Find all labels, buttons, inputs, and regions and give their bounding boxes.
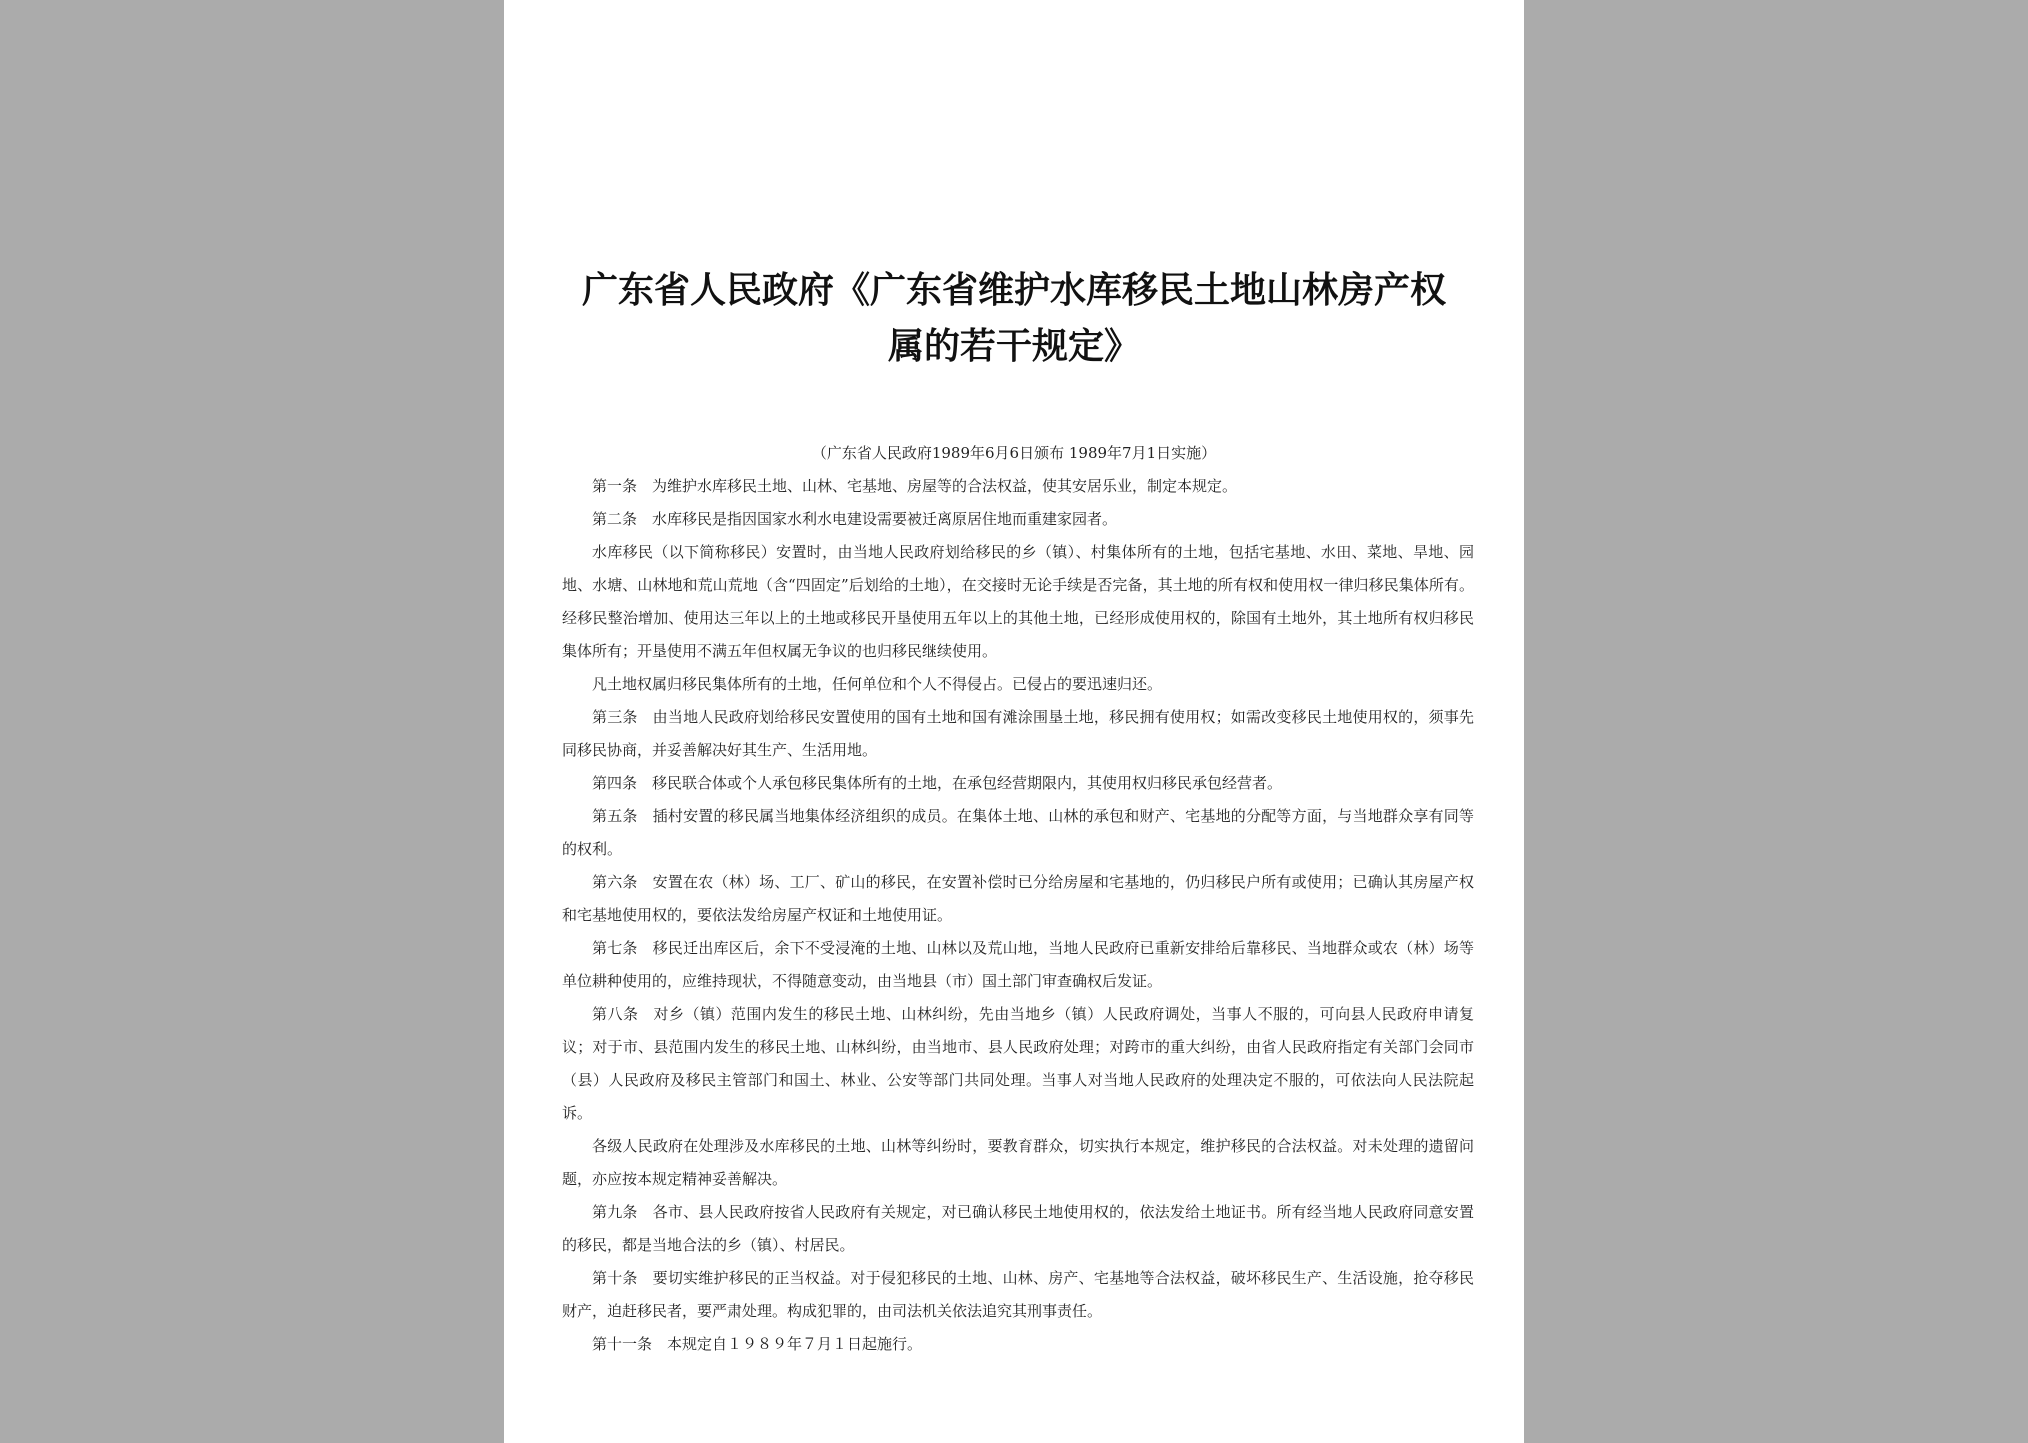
article-number: 第七条 xyxy=(592,939,638,957)
paragraph xyxy=(562,536,1474,668)
article-number: 第十条 xyxy=(592,1269,638,1287)
paragraph xyxy=(562,866,1474,932)
paragraph xyxy=(562,1130,1474,1196)
paragraph-text: 为维护水库移民土地、山林、宅基地、房屋等的合法权益，使其安居乐业，制定本规定。 xyxy=(652,477,1238,495)
paragraph xyxy=(562,668,1474,701)
document-page xyxy=(504,0,1524,1443)
paragraph-text: 对乡（镇）范围内发生的移民土地、山林纠纷，先由当地乡（镇）人民政府调处，当事人不服的，可向县人民政府申请复议；对于市、县范围内发生的移民土地、山林纠纷，由当地市、县人民政府处理；对跨市的重大纠纷，由省人民政府指定有关部门会同市（县）人民政府及移民主管部门和国土、林业、公安等部门共同处理。当事人对当地人民政府的处理决定不服的，可依法向人民法院起诉。 xyxy=(562,1005,1474,1122)
paragraph-text: 移民联合体或个人承包移民集体所有的土地，在承包经营期限内，其使用权归移民承包经营者。 xyxy=(652,774,1283,792)
paragraph-text: 各级人民政府在处理涉及水库移民的土地、山林等纠纷时，要教育群众，切实执行本规定，维护移民的合法权益。对未处理的遗留问题，亦应按本规定精神妥善解决。 xyxy=(562,1137,1474,1188)
paragraph-text: 由当地人民政府划给移民安置使用的国有土地和国有滩涂围垦土地，移民拥有使用权；如需改变移民土地使用权的，须事先同移民协商，并妥善解决好其生产、生活用地。 xyxy=(562,708,1474,759)
paragraph-text: 安置在农（林）场、工厂、矿山的移民，在安置补偿时已分给房屋和宅基地的，仍归移民户所有或使用；已确认其房屋产权和宅基地使用权的，要依法发给房屋产权证和土地使用证。 xyxy=(562,873,1474,924)
article-number: 第四条 xyxy=(592,774,638,792)
article-number: 第一条 xyxy=(592,477,638,495)
article-number: 第九条 xyxy=(592,1203,638,1221)
article-number: 第十一条 xyxy=(592,1335,653,1353)
paragraph xyxy=(562,767,1474,800)
paragraph-text: 移民迁出库区后，余下不受浸淹的土地、山林以及荒山地，当地人民政府已重新安排给后靠移民、当地群众或农（林）场等单位耕种使用的，应维持现状，不得随意变动，由当地县（市）国土部门审查确权后发证。 xyxy=(562,939,1474,990)
paragraph xyxy=(562,1196,1474,1262)
paragraph-text: 凡土地权属归移民集体所有的土地，任何单位和个人不得侵占。已侵占的要迅速归还。 xyxy=(592,675,1163,693)
paragraph xyxy=(562,503,1474,536)
paragraph xyxy=(562,800,1474,866)
paragraph xyxy=(562,1328,1474,1361)
paragraph-text: 各市、县人民政府按省人民政府有关规定，对已确认移民土地使用权的，依法发给土地证书。所有经当地人民政府同意安置的移民，都是当地合法的乡（镇）、村居民。 xyxy=(562,1203,1474,1254)
article-number: 第八条 xyxy=(592,1005,639,1023)
article-number: 第二条 xyxy=(592,510,638,528)
issue-note: （广东省人民政府1989年6月6日颁布 1989年7月1日实施） xyxy=(811,444,1217,462)
paragraph-text: 水库移民是指因国家水利水电建设需要被迁离原居住地而重建家园者。 xyxy=(652,510,1118,528)
paragraph xyxy=(562,470,1474,503)
document-body xyxy=(562,470,1474,1361)
title-line-1: 广东省人民政府《广东省维护水库移民土地山林房产权 xyxy=(581,269,1446,311)
document-title xyxy=(564,262,1464,374)
title-line-2: 属的若干规定》 xyxy=(887,325,1140,367)
paragraph xyxy=(562,701,1474,767)
article-number: 第六条 xyxy=(592,873,638,891)
paragraph-text: 本规定自１９８９年７月１日起施行。 xyxy=(667,1335,923,1353)
paragraph xyxy=(562,932,1474,998)
paragraph xyxy=(562,998,1474,1130)
paragraph-text: 水库移民（以下简称移民）安置时，由当地人民政府划给移民的乡（镇）、村集体所有的土地，包括宅基地、水田、菜地、旱地、园地、水塘、山林地和荒山荒地（含“四固定”后划给的土地），在交接时无论手续是否完备，其土地的所有权和使用权一律归移民集体所有。经移民整治增加、使用达三年以上的土地或移民开垦使用五年以上的其他土地，已经形成使用权的，除国有土地外，其土地所有权归移民集体所有；开垦使用不满五年但权属无争议的也归移民继续使用。 xyxy=(562,543,1474,660)
article-number: 第三条 xyxy=(592,708,638,726)
paragraph-text: 插村安置的移民属当地集体经济组织的成员。在集体土地、山林的承包和财产、宅基地的分配等方面，与当地群众享有同等的权利。 xyxy=(562,807,1474,858)
paragraph xyxy=(562,1262,1474,1328)
article-number: 第五条 xyxy=(592,807,638,825)
paragraph-text: 要切实维护移民的正当权益。对于侵犯移民的土地、山林、房产、宅基地等合法权益，破坏移民生产、生活设施，抢夺移民财产，迫赶移民者，要严肃处理。构成犯罪的，由司法机关依法追究其刑事责任。 xyxy=(562,1269,1474,1320)
